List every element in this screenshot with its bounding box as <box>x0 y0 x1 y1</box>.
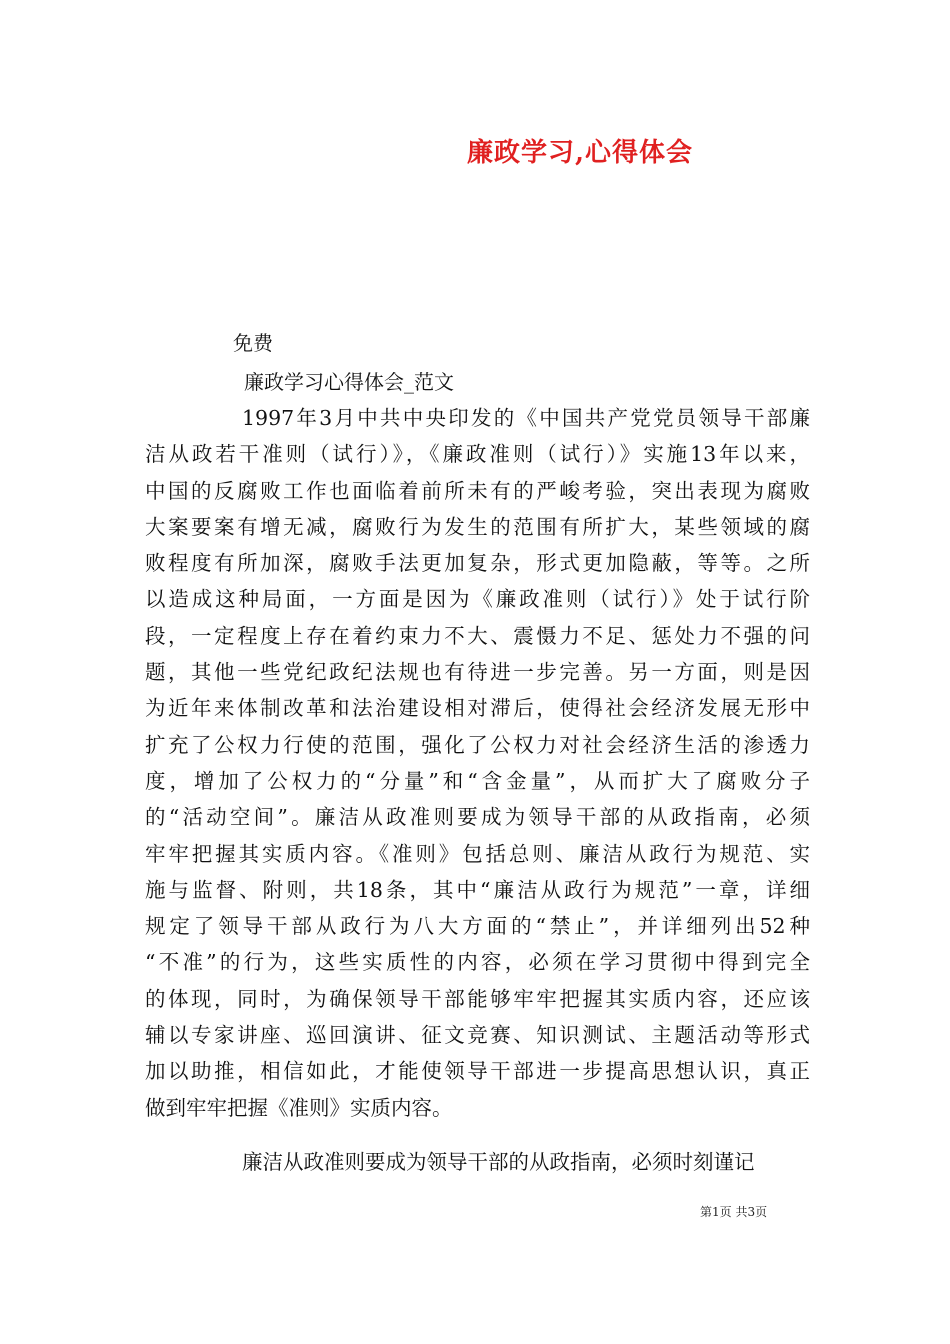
paragraph-1 <box>145 400 810 1126</box>
paragraph-line: 洁从政若干准则（试行）》，《廉政准则（试行）》实施13年以来， <box>145 442 810 467</box>
paragraph-line: 加以助推，相信如此，才能使领导干部进一步提高思想认识，真正 <box>145 1059 810 1084</box>
paragraph-line: 做到牢牢把握《准则》实质内容。 <box>145 1095 453 1120</box>
page-number-footer: 第1页 共3页 <box>700 1205 768 1219</box>
free-label: 免费 <box>233 331 273 355</box>
paragraph-line: 廉洁从政准则要成为领导干部的从政指南，必须时刻谨记 <box>242 1150 755 1174</box>
paragraph-line: 败程度有所加深，腐败手法更加复杂，形式更加隐蔽，等等。之所 <box>145 551 810 576</box>
paragraph-line: 1997年3月中共中央印发的《中国共产党党员领导干部廉 <box>242 406 810 430</box>
paragraph-line: 为近年来体制改革和法治建设相对滞后，使得社会经济发展无形中 <box>145 696 810 721</box>
paragraph-line: 的“活动空间”。廉洁从政准则要成为领导干部的从政指南，必须 <box>145 805 810 830</box>
paragraph-line: 的体现，同时，为确保领导干部能够牢牢把握其实质内容，还应该 <box>145 986 810 1011</box>
paragraph-line: 施与监督、附则，共18条，其中“廉洁从政行为规范”一章，详细 <box>145 877 810 902</box>
paragraph-line: 中国的反腐败工作也面临着前所未有的严峻考验，突出表现为腐败 <box>145 478 810 503</box>
paragraph-line: 牢牢把握其实质内容。《准则》包括总则、廉洁从政行为规范、实 <box>145 841 810 866</box>
page-title: 廉政学习,心得体会 <box>466 138 694 168</box>
paragraph-line: “不准”的行为，这些实质性的内容，必须在学习贯彻中得到完全 <box>145 950 810 975</box>
paragraph-line: 以造成这种局面，一方面是因为《廉政准则（试行）》处于试行阶 <box>145 587 810 612</box>
paragraph-line: 辅以专家讲座、巡回演讲、征文竞赛、知识测试、主题活动等形式 <box>145 1023 810 1048</box>
paragraph-line: 度，增加了公权力的“分量”和“含金量”，从而扩大了腐败分子 <box>145 768 810 793</box>
paragraph-line: 扩充了公权力行使的范围，强化了公权力对社会经济生活的渗透力 <box>145 732 810 757</box>
paragraph-line: 题，其他一些党纪政纪法规也有待进一步完善。另一方面，则是因 <box>145 660 810 685</box>
paragraph-line: 大案要案有增无减，腐败行为发生的范围有所扩大，某些领域的腐 <box>145 514 810 539</box>
paragraph-line: 规定了领导干部从政行为八大方面的“禁止”，并详细列出52种 <box>145 914 810 939</box>
paragraph-line: 段，一定程度上存在着约束力不大、震慑力不足、惩处力不强的问 <box>145 623 810 648</box>
paragraph-2 <box>145 1144 810 1180</box>
document-subtitle: 廉政学习心得体会_范文 <box>244 370 454 394</box>
